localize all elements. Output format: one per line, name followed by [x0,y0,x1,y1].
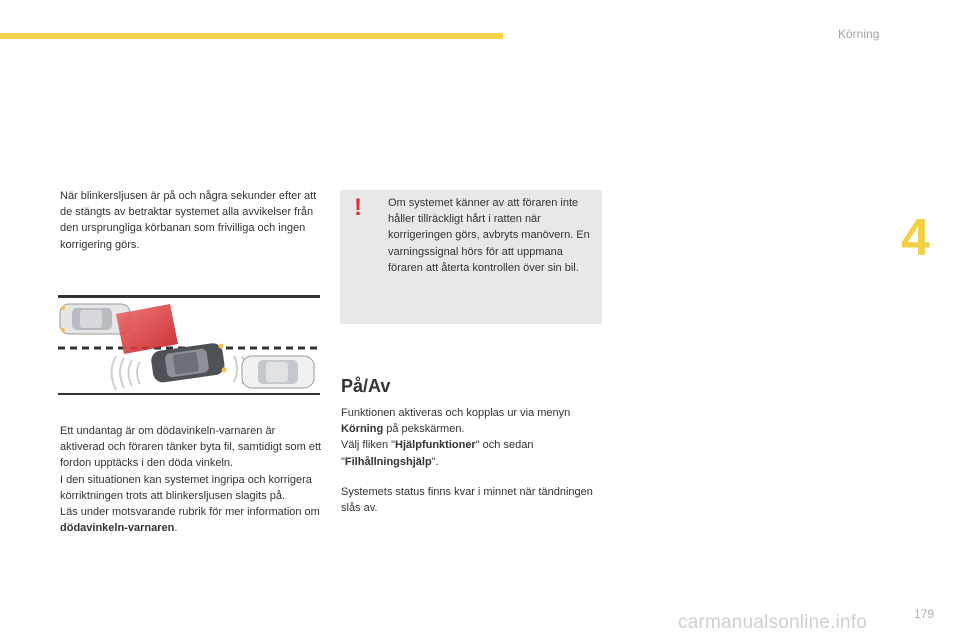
exception-line: Ett undantag är om dödavinkeln-varnaren är aktiverad och föraren tänker byta fil, samtidigt som ett fordon upptäcks i den döda vinkeln. [60,425,322,470]
see-also-suffix: . [174,522,178,535]
menu-instruction-line [341,405,603,437]
on-off-instructions [341,405,603,470]
tab-instruction-prefix: Välj fliken " [341,439,396,452]
exclamation-icon: ! [354,194,362,221]
tab-name-hjalpfunktioner: Hjälpfunktioner [395,439,476,452]
tab-instruction-mid: " och sedan " [341,439,534,468]
see-also-line [60,504,322,536]
page-number: 179 [914,607,935,621]
lane-line-top [58,295,320,298]
chapter-number: 4 [901,209,930,267]
warning-text: Om systemet känner av att föraren inte håller tillräckligt hårt i ratten när korrigeringen görs, avbryts manövern. En varningssignal hörs för att uppmana föraren att återta kontrollen över sin bil. [388,197,590,274]
menu-instruction-prefix: Funktionen aktiveras och kopplas ur via menyn [341,407,571,419]
intro-paragraph: När blinkersljusen är på och några sekunder efter att de stängts av betraktar systemet alla avvikelser från den ursprungliga körbanan som frivilliga och ingen korrigering görs. [60,190,317,251]
blind-spot-link[interactable]: dödavinkeln-varnaren [60,522,175,535]
tab-instruction-line [341,437,603,469]
function-name-filhallningshjalp: Filhållningshjälp [344,455,432,468]
watermark: carmanualsonline.info [678,612,868,633]
on-off-heading: På/Av [341,376,391,396]
exception-paragraph [60,423,322,536]
status-paragraph: Systemets status finns kvar i minnet när tändningen slås av. [341,486,593,515]
warning-box [340,190,602,324]
menu-instruction-suffix: på pekskärmen. [383,423,465,436]
section-title: Körning [838,27,880,41]
lane-keeping-illustration [58,290,320,402]
menu-name-korning: Körning [341,423,384,436]
see-also-prefix: Läs under motsvarande rubrik för mer information om [60,506,320,519]
lane-line-bottom [58,393,320,395]
tab-instruction-suffix: ". [431,455,439,468]
car-ahead [242,356,314,388]
exception-line: I den situationen kan systemet ingripa och korrigera körriktningen trots att blinkersljusen slagits på. [60,473,312,502]
top-accent-bar [0,33,503,39]
own-car [150,342,227,384]
